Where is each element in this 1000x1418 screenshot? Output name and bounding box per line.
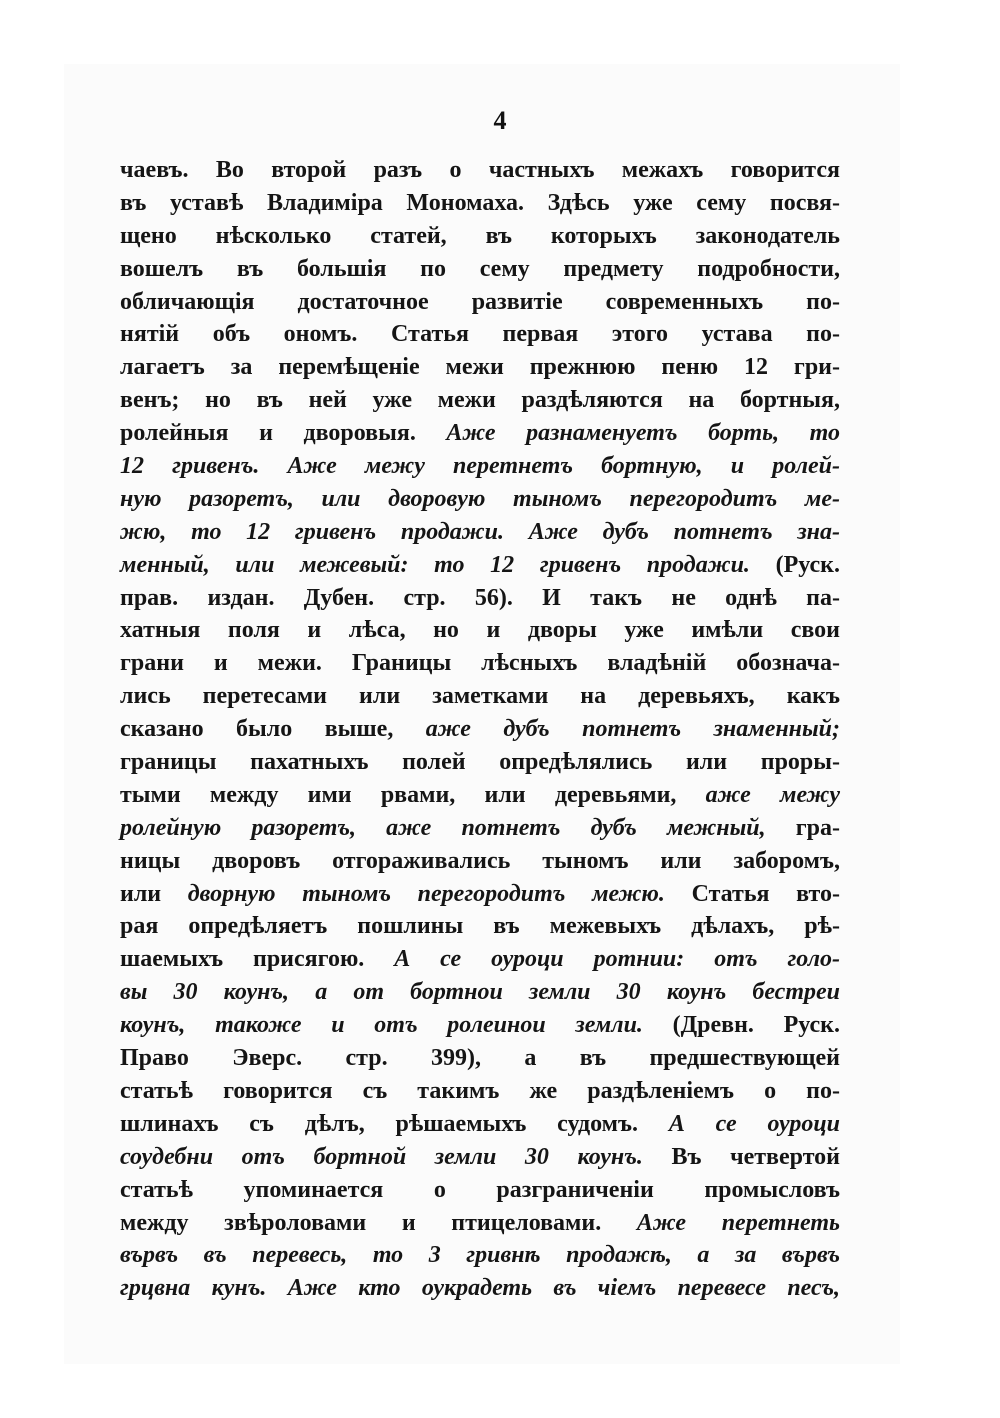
text-segment: лагаетъ за перемѣщеніе межи прежнюю пеню 12 гри-	[120, 354, 840, 381]
text-segment: обличающія достаточное развитіе современныхъ по-	[120, 288, 840, 315]
page-number: 4	[493, 106, 507, 135]
text-line	[120, 351, 840, 384]
italic-quote-segment: соудебни отъ бортной земли 30 коунъ.	[120, 1143, 643, 1170]
text-line	[120, 582, 840, 615]
italic-quote-segment: менный, или межевый: то 12 гривенъ продажи.	[120, 551, 776, 578]
italic-quote-segment: Аже перетнеть	[636, 1209, 841, 1236]
text-segment: нятій объ ономъ. Статья первая этого устава по-	[120, 321, 840, 348]
text-segment: ницы дворовъ отгораживались тыномъ или заборомъ,	[120, 847, 840, 874]
text-segment: статьѣ говорится съ такимъ же раздѣленіемъ о по-	[120, 1077, 840, 1104]
text-line	[120, 286, 840, 319]
text-segment: прав. издан. Дубен. стр. 56). И такъ не однѣ па-	[120, 584, 840, 611]
text-line	[120, 746, 840, 779]
text-segment: венъ; но въ ней уже межи раздѣляются на бортныя,	[120, 387, 840, 414]
text-line	[120, 1272, 840, 1305]
text-line	[120, 483, 840, 516]
text-line	[120, 549, 840, 582]
text-line	[120, 1042, 840, 1075]
text-line	[120, 1141, 840, 1174]
text-segment: границы пахатныхъ полей опредѣлялись или проры-	[120, 749, 840, 776]
text-segment: ролейныя и дворовыя.	[120, 420, 447, 447]
text-segment: (Руск.	[775, 551, 840, 578]
italic-quote-segment: грцвна кунъ. Аже кто оукрадеть въ чіемъ перевесе песъ,	[120, 1275, 840, 1302]
text-line	[120, 845, 840, 878]
text-segment: или	[120, 880, 188, 907]
text-line	[120, 384, 840, 417]
text-segment: Статья вто-	[664, 880, 840, 907]
text-segment: тыми между ими рвами, или деревьями,	[120, 781, 706, 808]
text-segment: вошелъ въ большія по сему предмету подробности,	[120, 255, 840, 282]
text-segment: чаевъ. Во второй разъ о частныхъ межахъ говорится	[120, 157, 840, 183]
text-line	[120, 1207, 840, 1240]
text-segment: Право Эверс. стр. 399), а въ предшествующей	[120, 1045, 840, 1072]
text-line	[120, 318, 840, 351]
italic-quote-segment: Аже разнаменуетъ борть, то	[446, 420, 840, 447]
text-line	[120, 614, 840, 647]
text-line	[120, 1075, 840, 1108]
text-line	[120, 680, 840, 713]
italic-quote-segment: А се оуроци ротнии: отъ голо-	[394, 946, 841, 973]
text-line	[120, 187, 840, 220]
text-segment: гра-	[765, 814, 840, 841]
text-segment: Въ четвертой	[642, 1143, 841, 1170]
text-line	[120, 253, 840, 286]
text-segment: сказано было выше,	[120, 716, 426, 743]
body-text	[120, 154, 840, 1305]
text-segment: хатныя поля и лѣса, но и дворы уже имѣли свои	[120, 617, 840, 644]
italic-quote-segment: коунъ, такоже и отъ ролеинои земли.	[120, 1012, 643, 1039]
text-line	[120, 812, 840, 845]
text-segment: шлинахъ съ дѣлъ, рѣшаемыхъ судомъ.	[120, 1110, 669, 1137]
text-line	[120, 1239, 840, 1272]
text-segment: лись перетесами или заметками на деревьяхъ, какъ	[120, 683, 840, 710]
italic-quote-segment: аже дубъ потнетъ знаменный;	[425, 716, 840, 743]
italic-quote-segment: вы 30 коунъ, а от бортнои земли 30 коунъ бестреи	[120, 979, 840, 1006]
italic-quote-segment: аже межу	[705, 781, 841, 808]
italic-quote-segment: дворную тыномъ перегородитъ межю.	[187, 880, 665, 907]
text-line	[120, 1174, 840, 1207]
text-segment: шаемыхъ присягою.	[120, 946, 395, 973]
text-segment: между звѣроловами и птицеловами.	[120, 1209, 637, 1236]
italic-quote-segment: 12 гривенъ. Аже межу перетнетъ бортную, и ролей-	[120, 453, 840, 480]
text-segment: (Древн. Руск.	[642, 1012, 840, 1039]
text-segment: въ уставѣ Владиміра Мономаха. Здѣсь уже сему посвя-	[120, 189, 840, 216]
italic-quote-segment: ную разоретъ, или дворовую тыномъ перегородитъ ме-	[120, 485, 840, 512]
italic-quote-segment: А се оуроци	[668, 1110, 841, 1137]
text-line	[120, 516, 840, 549]
text-line	[120, 450, 840, 483]
text-line	[120, 943, 840, 976]
italic-quote-segment: ролейную разоретъ, аже потнетъ дубъ межный,	[120, 814, 766, 841]
text-line	[120, 154, 840, 187]
text-segment: рая опредѣляетъ пошлины въ межевыхъ дѣлахъ, рѣ-	[120, 913, 840, 940]
text-line	[120, 417, 840, 450]
text-line	[120, 647, 840, 680]
text-line	[120, 713, 840, 746]
text-segment: щено нѣсколько статей, въ которыхъ законодатель	[120, 222, 840, 249]
text-line	[120, 878, 840, 911]
italic-quote-segment: вървъ въ перевесь, то 3 гривнѣ продажѣ, а за вървъ	[120, 1242, 840, 1269]
text-line	[120, 1009, 840, 1042]
text-line	[120, 910, 840, 943]
text-line	[120, 1108, 840, 1141]
text-segment: статьѣ упоминается о разграниченіи промысловъ	[120, 1176, 840, 1203]
italic-quote-segment: жю, то 12 гривенъ продажи. Аже дубъ потнетъ зна-	[120, 518, 840, 545]
text-line	[120, 779, 840, 812]
text-line	[120, 220, 840, 253]
text-line	[120, 976, 840, 1009]
text-segment: грани и межи. Границы лѣсныхъ владѣній обознача-	[120, 650, 840, 677]
